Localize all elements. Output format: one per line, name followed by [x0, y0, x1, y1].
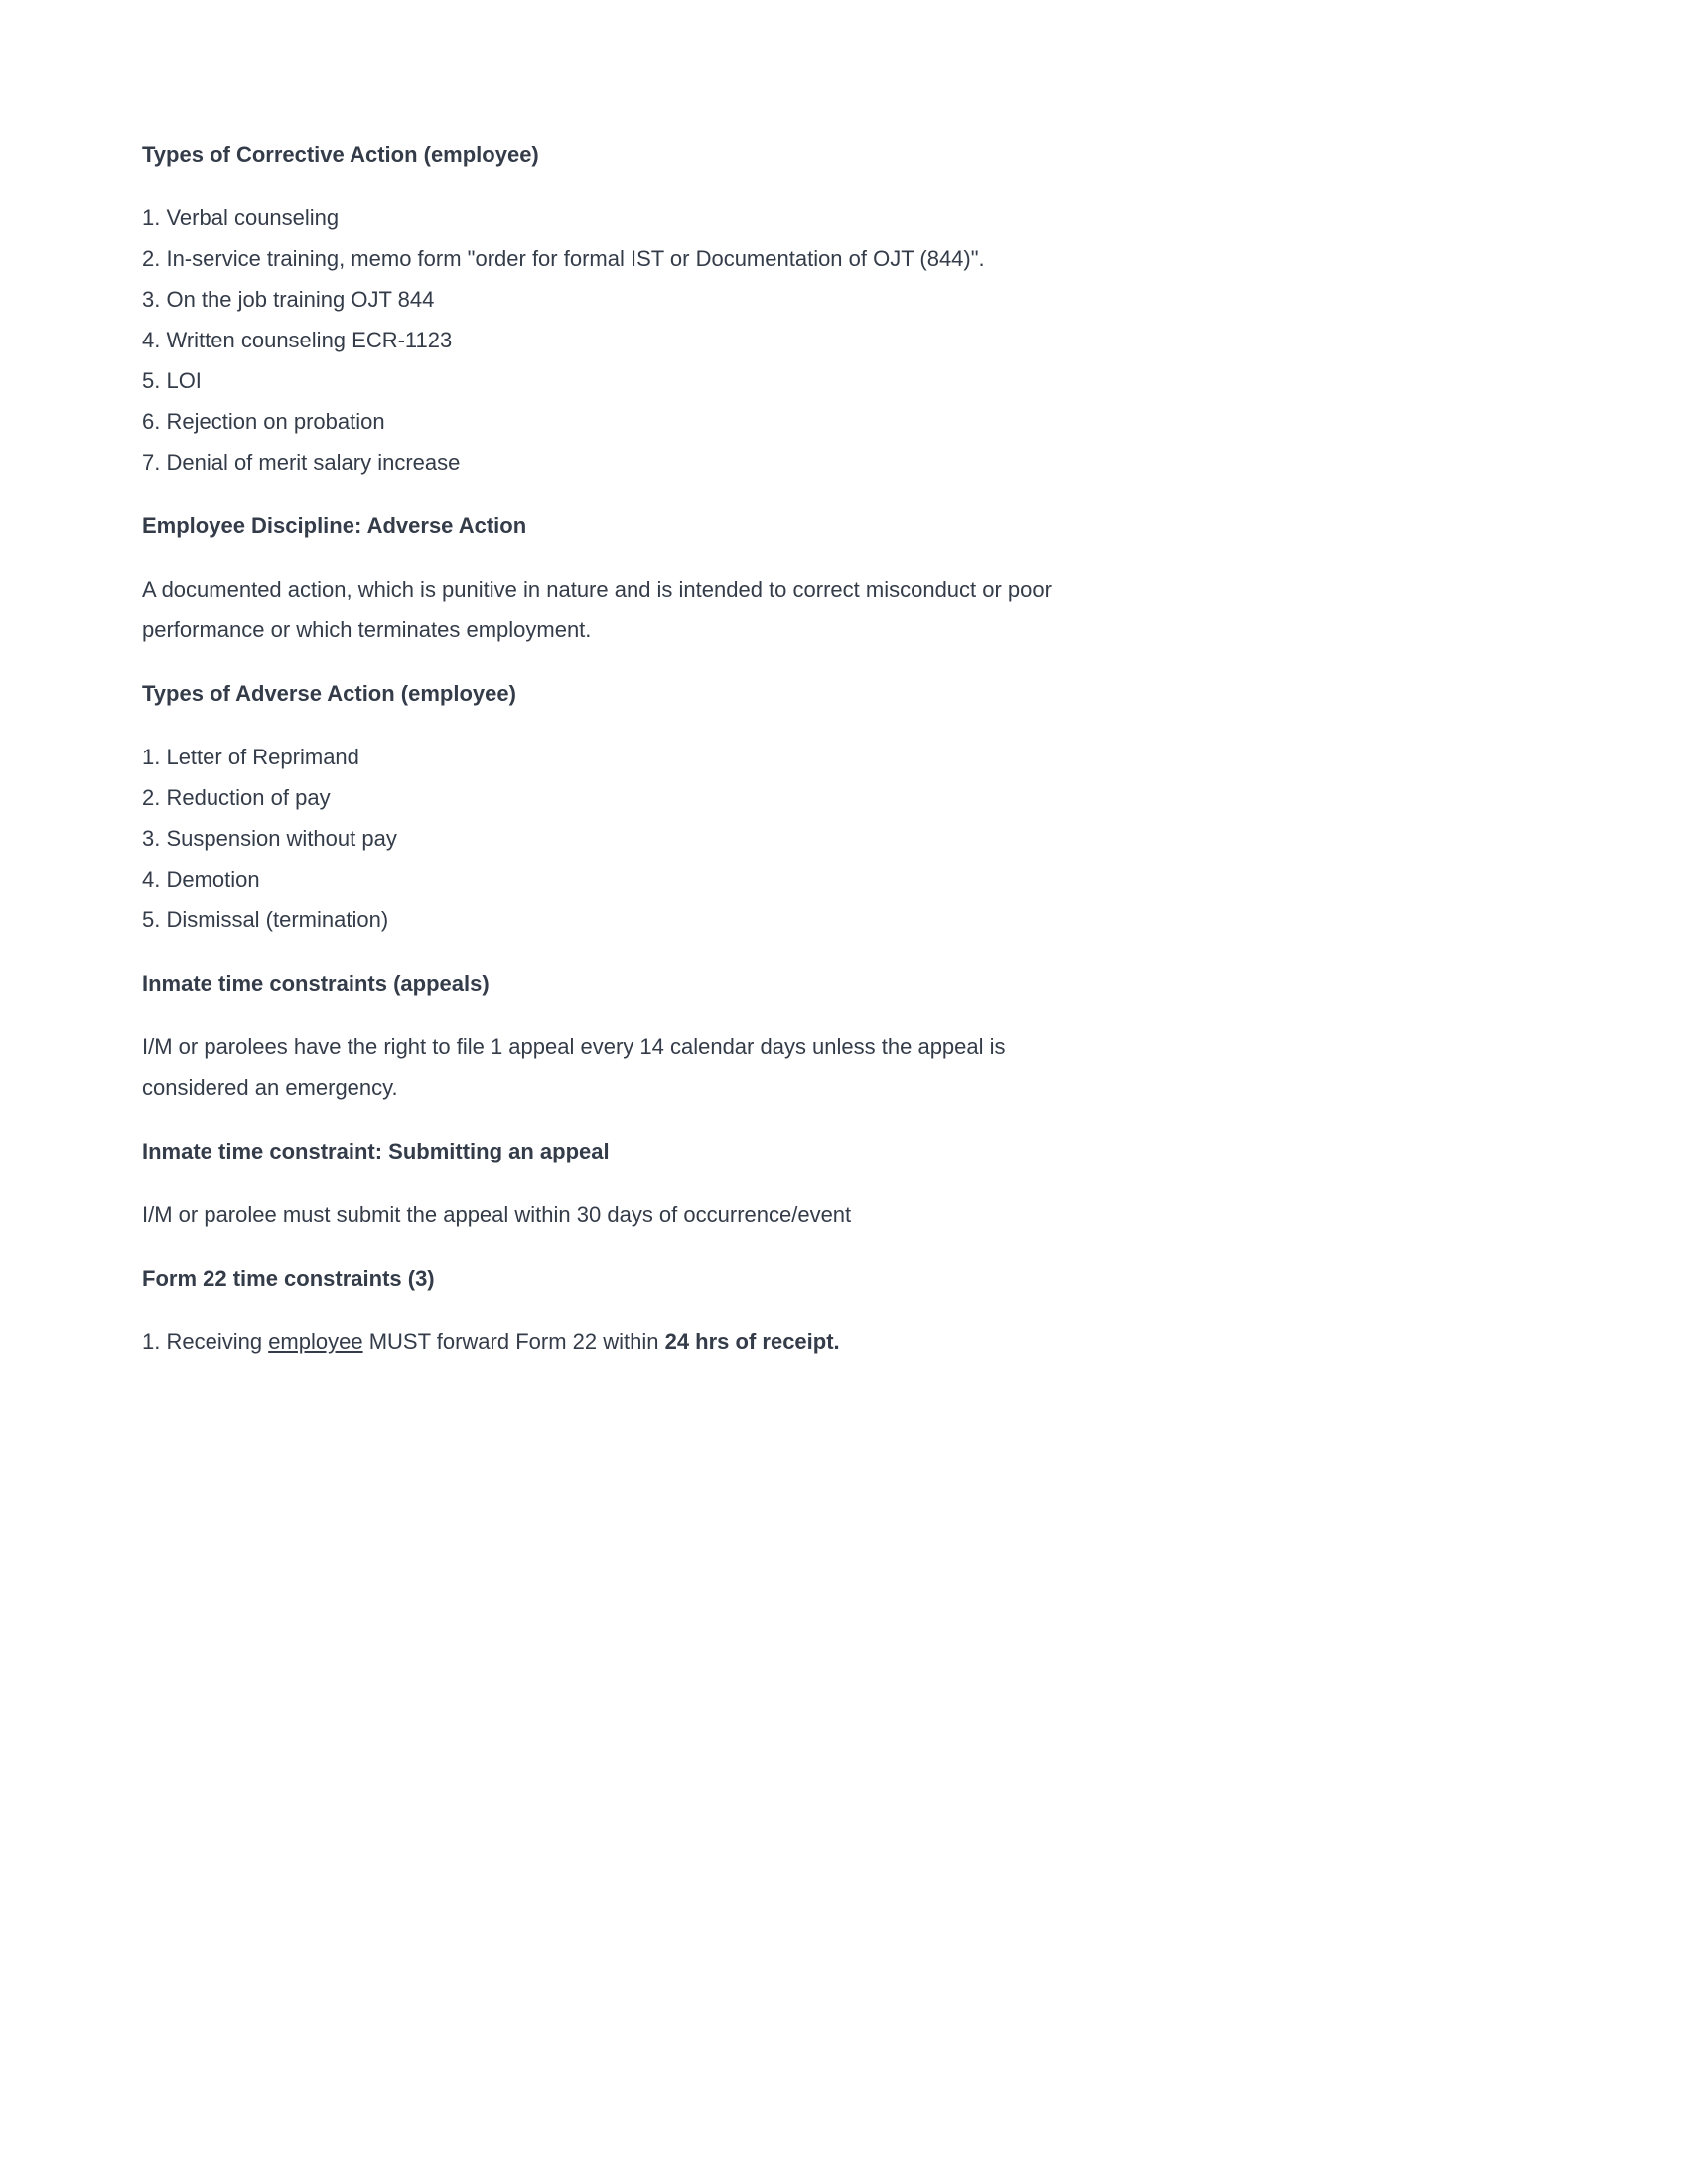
heading-employee-discipline-adverse-action: Employee Discipline: Adverse Action: [142, 513, 527, 538]
form22-line: [142, 1321, 1060, 1362]
list-item: 1. Verbal counseling: [142, 205, 340, 230]
list-item: 5. LOI: [142, 368, 202, 393]
inmate-appeals-text: I/M or parolees have the right to file 1 appeal every 14 calendar days unless the appeal is considered an emergency.: [142, 1034, 1006, 1100]
form22-bold-text: 24 hrs of receipt.: [664, 1329, 840, 1354]
heading-inmate-time-constraints-appeals: Inmate time constraints (appeals): [142, 971, 490, 996]
list-item: 3. Suspension without pay: [142, 826, 397, 851]
list-item: 2. In-service training, memo form "order for formal IST or Documentation of OJT (844)".: [142, 246, 985, 271]
form22-line-middle: MUST forward Form 22 within: [362, 1329, 665, 1354]
heading-inmate-time-constraint-submitting-appeal: Inmate time constraint: Submitting an appeal: [142, 1139, 610, 1163]
list-item: 4. Written counseling ECR-1123: [142, 328, 453, 352]
inmate-submit-text: I/M or parolee must submit the appeal within 30 days of occurrence/event: [142, 1202, 852, 1227]
list-item: 6. Rejection on probation: [142, 409, 385, 434]
list-item: 3. On the job training OJT 844: [142, 287, 435, 312]
adverse-action-list: [142, 737, 1060, 940]
list-item: 2. Reduction of pay: [142, 785, 331, 810]
heading-types-of-corrective-action: Types of Corrective Action (employee): [142, 142, 539, 167]
form22-underlined-word: employee: [268, 1329, 363, 1354]
heading-form-22-time-constraints: Form 22 time constraints (3): [142, 1266, 435, 1291]
document-content: [142, 134, 1060, 1362]
list-item: 5. Dismissal (termination): [142, 907, 389, 932]
form22-line-prefix: 1. Receiving: [142, 1329, 269, 1354]
list-item: 1. Letter of Reprimand: [142, 745, 359, 769]
corrective-action-list: [142, 198, 1060, 482]
heading-types-of-adverse-action: Types of Adverse Action (employee): [142, 681, 516, 706]
list-item: 7. Denial of merit salary increase: [142, 450, 461, 475]
adverse-action-definition: A documented action, which is punitive in nature and is intended to correct misconduct or poor performance or which terminates employment.: [142, 577, 1052, 642]
list-item: 4. Demotion: [142, 867, 260, 891]
